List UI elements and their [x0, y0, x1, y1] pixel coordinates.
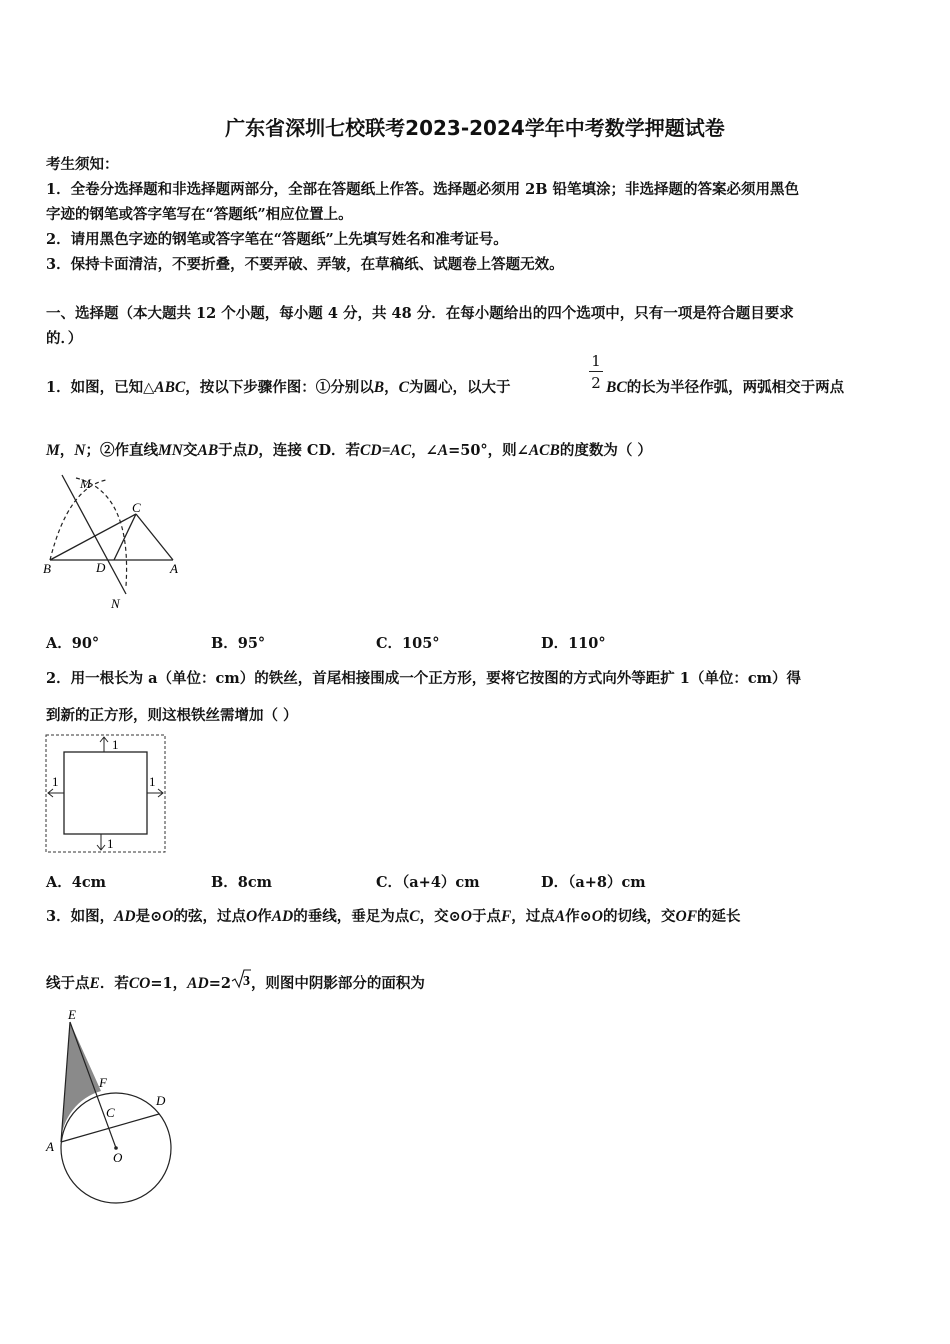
q1-segment-cd [114, 514, 136, 560]
q1-text: 的长为半径作弧，两弧相交于两点 [626, 379, 845, 396]
q1-stem-line-1 [46, 376, 510, 397]
q1-text: ，连接 CD．若 [258, 442, 361, 459]
q2-option-b[interactable]: B．8cm [211, 874, 273, 891]
q1-c: C [398, 379, 409, 396]
q3-o: O [162, 908, 174, 925]
section-heading: 一、选择题（本大题共 12 个小题，每小题 4 分，共 48 分．在每小题给出的四个选项中，只有一项是符合题目要求 [46, 305, 794, 322]
q3-label-d: D [156, 1093, 166, 1108]
q3-co: CO [128, 975, 151, 992]
q3-ad: AD [271, 908, 294, 925]
q3-text: 线于点 [46, 975, 90, 992]
q1-text: ， [59, 442, 75, 459]
q1-option-d[interactable]: D．110° [541, 635, 606, 652]
q3-text: =2 [208, 975, 231, 992]
notice-line-1-cont: 字迹的钢笔或答字笔写在“答题纸”相应位置上。 [46, 206, 353, 223]
q2-label-bottom: 1 [107, 836, 114, 851]
q1-abc: ABC [154, 379, 186, 396]
q3-label-c: C [106, 1105, 115, 1120]
q3-label-a: A [46, 1139, 54, 1154]
q3-text: 作⊙ [565, 908, 592, 925]
q2-stem-line-1: 2．用一根长为 a（单位：cm）的铁丝，首尾相接围成一个正方形，要将它按图的方式向外等距扩 1（单位：cm）得 [46, 670, 802, 687]
q1-line-mn [62, 475, 126, 594]
page-title: 广东省深圳七校联考2023-2024学年中考数学押题试卷 [225, 116, 725, 140]
q1-label-b: B [43, 561, 51, 576]
q2-option-a[interactable]: A．4cm [46, 874, 107, 891]
q1-text: ；②作直线 [85, 442, 158, 459]
q3-stem-line-2 [46, 968, 425, 993]
q3-text: 的延长 [697, 908, 741, 925]
q1-mn: MN [158, 442, 183, 459]
q3-of: OF [675, 908, 698, 925]
q3-text: 作 [257, 908, 272, 925]
q2-label-right: 1 [149, 774, 156, 789]
q2-figure [44, 732, 168, 856]
q1-fraction-numerator: 1 [591, 352, 601, 370]
q3-stem-line-1 [46, 905, 741, 926]
q1-b: B [373, 379, 385, 396]
q1-cdac: CD=AC [360, 442, 412, 459]
q3-f: F [500, 908, 512, 925]
q1-text: 为圆心，以大于 [408, 379, 511, 396]
q1-acb: ACB [528, 442, 560, 459]
q1-label-d: D [96, 560, 106, 575]
q3-ad: AD [187, 975, 209, 992]
q1-text: 于点 [218, 442, 248, 459]
q2-option-d[interactable]: D．（a+8）cm [541, 874, 646, 891]
q3-text: 的切线，交 [603, 908, 676, 925]
q3-c: C [409, 908, 420, 925]
q1-text: ，∠ [411, 442, 438, 459]
q1-d: D [247, 442, 259, 459]
q1-segment-bc [50, 514, 136, 560]
q1-stem-line-1-end [606, 376, 844, 397]
q3-sqrt-sign [231, 968, 251, 990]
q3-o: O [591, 908, 603, 925]
q3-sqrt-value: 3 [242, 974, 250, 989]
q3-text: =1， [150, 975, 188, 992]
section-heading-cont: 的．） [46, 330, 83, 347]
q2-label-left: 1 [52, 774, 59, 789]
q1-text: ， [384, 379, 399, 396]
q1-option-c[interactable]: C．105° [376, 635, 440, 652]
q1-option-a[interactable]: A．90° [46, 635, 100, 652]
q2-stem-line-2: 到新的正方形，则这根铁丝需增加（ ） [46, 707, 298, 724]
q1-label-a: A [170, 561, 178, 576]
q1-text: =50°，则∠ [448, 442, 529, 459]
q3-a: A [554, 908, 566, 925]
q1-n: N [74, 442, 86, 459]
q1-label-n: N [111, 596, 120, 611]
q3-o: O [246, 908, 258, 925]
q1-m: M [46, 442, 60, 459]
q1-segment-ca [136, 514, 173, 560]
q3-label-f: F [99, 1075, 107, 1090]
q1-text: 交 [182, 442, 198, 459]
q3-e: E [89, 975, 100, 992]
q1-bc: BC [606, 379, 627, 396]
q3-o: O [460, 908, 472, 925]
q1-text: ，按以下步骤作图：①分别以 [185, 379, 374, 396]
q1-ab: AB [197, 442, 219, 459]
q1-figure [40, 470, 190, 615]
q1-option-b[interactable]: B．95° [211, 635, 266, 652]
q3-text: 3．如图， [46, 908, 115, 925]
q3-text: 于点 [471, 908, 501, 925]
q3-text: ．若 [99, 975, 129, 992]
q3-label-o: O [113, 1150, 123, 1165]
q1-label-m: M [80, 476, 91, 491]
notice-line-3: 3．保持卡面清洁，不要折叠，不要弄破、弄皱，在草稿纸、试题卷上答题无效。 [46, 256, 564, 273]
q2-label-top: 1 [112, 737, 119, 752]
q3-text: 的弦，过点 [173, 908, 246, 925]
q1-a: A [437, 442, 449, 459]
notice-heading: 考生须知： [46, 156, 119, 173]
q3-text: ，交⊙ [419, 908, 461, 925]
q1-fraction-bar [589, 371, 603, 372]
q1-text: 的度数为（ ） [559, 442, 652, 459]
q3-ad: AD [114, 908, 136, 925]
q1-label-c: C [132, 500, 141, 515]
q3-text: 是⊙ [135, 908, 163, 925]
q3-text: ，过点 [511, 908, 555, 925]
notice-line-2: 2．请用黑色字迹的钢笔或答字笔在“答题纸”上先填写姓名和准考证号。 [46, 231, 508, 248]
q3-figure [40, 1005, 190, 1215]
q2-option-c[interactable]: C．（a+4）cm [376, 874, 480, 891]
q1-stem-line-2 [46, 439, 652, 460]
q1-text: 1．如图，已知△ [46, 379, 155, 396]
q1-fraction-denominator: 2 [591, 374, 601, 392]
q3-label-e: E [68, 1007, 76, 1022]
q3-text: 的垂线，垂足为点 [293, 908, 410, 925]
q3-text: ，则图中阴影部分的面积为 [250, 975, 425, 992]
q2-inner-square [64, 752, 147, 834]
notice-line-1: 1．全卷分选择题和非选择题两部分，全部在答题纸上作答。选择题必须用 2B 铅笔填涂；非选择题的答案必须用黑色 [46, 181, 800, 198]
q1-arc-b [50, 480, 106, 560]
